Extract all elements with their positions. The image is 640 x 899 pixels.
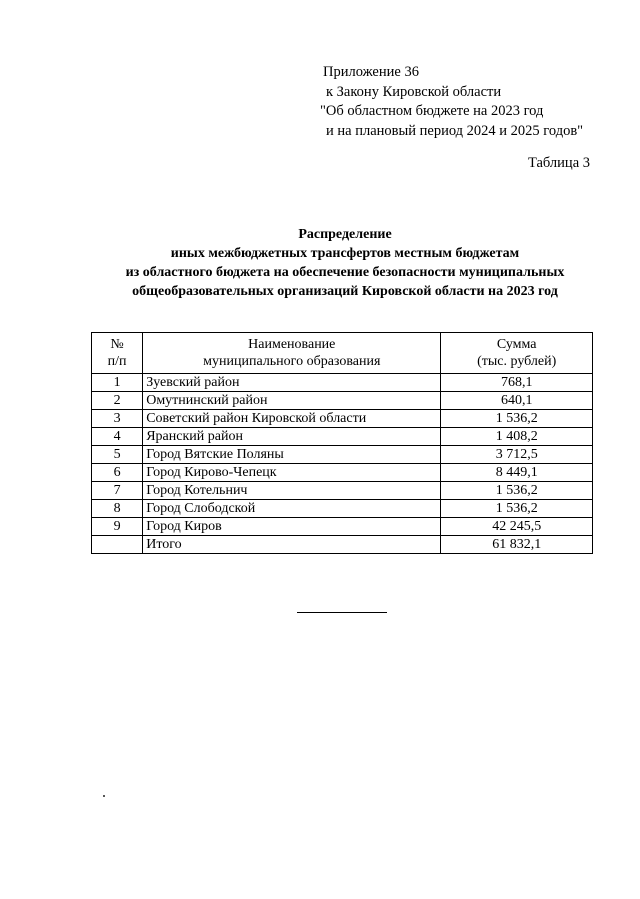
title-line-4: общеобразовательных организаций Кировской области на 2023 год [132,284,558,299]
row-number: 5 [92,446,143,464]
table-row [92,410,593,428]
table-number-label: Таблица 3 [527,155,590,171]
row-sum: 1 536,2 [441,410,593,428]
total-label: Итого [143,536,441,554]
header-name [143,333,441,374]
row-municipality: Город Киров [143,518,441,536]
header-name-line-2: муниципального образования [203,354,381,369]
row-number: 9 [92,518,143,536]
table-row [92,482,593,500]
row-municipality: Советский район Кировской области [143,410,441,428]
title-line-1: Распределение [298,227,392,242]
title-line-3: из областного бюджета на обеспечение безопасности муниципальных [125,265,565,280]
row-sum: 768,1 [441,374,593,392]
table-row [92,518,593,536]
table-row [92,374,593,392]
title-line-2: иных межбюджетных трансфертов местным бюджетам [170,246,520,261]
row-municipality: Зуевский район [143,374,441,392]
table-row [92,500,593,518]
header-number-line-2: п/п [107,354,127,369]
row-sum: 3 712,5 [441,446,593,464]
header-sum-line-1: Сумма [496,337,537,352]
appendix-law-ref: к Закону Кировской области [326,83,502,100]
table-row [92,446,593,464]
header-sum [441,333,593,374]
table-total-row [92,536,593,554]
row-sum: 42 245,5 [441,518,593,536]
row-sum: 640,1 [441,392,593,410]
header-number-line-1: № [110,337,124,352]
row-number: 8 [92,500,143,518]
document-title [60,225,630,301]
table-row [92,428,593,446]
header-name-line-1: Наименование [248,337,336,352]
row-sum: 8 449,1 [441,464,593,482]
row-municipality: Город Слободской [143,500,441,518]
row-municipality: Город Вятские Поляны [143,446,441,464]
row-number: 4 [92,428,143,446]
row-sum: 1 536,2 [441,500,593,518]
separator-line [297,612,387,613]
table-header-row [92,333,593,374]
header-number [92,333,143,374]
total-number [92,536,143,554]
row-municipality: Омутнинский район [143,392,441,410]
row-number: 6 [92,464,143,482]
row-municipality: Город Кирово-Чепецк [143,464,441,482]
appendix-number: Приложение 36 [323,64,419,80]
scan-speck [103,795,105,797]
appendix-law-title-1: "Об областном бюджете на 2023 год [320,103,544,119]
row-number: 3 [92,410,143,428]
row-municipality: Яранский район [143,428,441,446]
appendix-header [320,63,584,141]
row-sum: 1 536,2 [441,482,593,500]
row-number: 1 [92,374,143,392]
total-sum: 61 832,1 [441,536,593,554]
row-municipality: Город Котельнич [143,482,441,500]
row-number: 7 [92,482,143,500]
row-sum: 1 408,2 [441,428,593,446]
table-row [92,464,593,482]
table-row [92,392,593,410]
header-sum-line-2: (тыс. рублей) [477,354,557,369]
distribution-table [91,332,593,554]
row-number: 2 [92,392,143,410]
appendix-law-title-2: и на плановый период 2024 и 2025 годов" [326,122,584,139]
